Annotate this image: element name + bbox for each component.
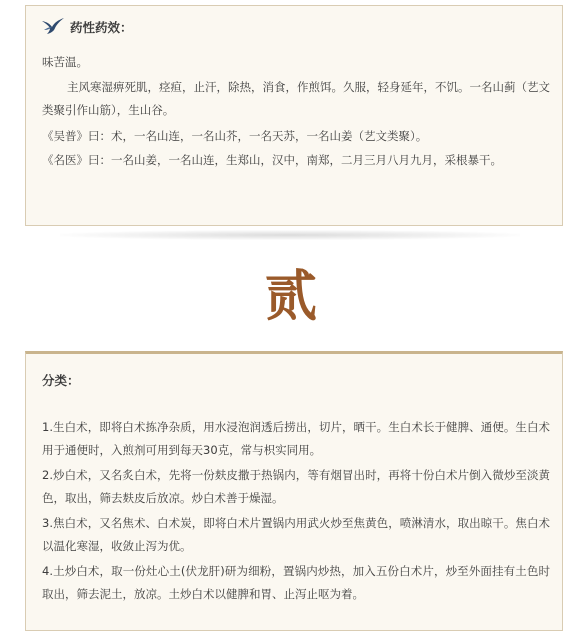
section-numeral: 贰 bbox=[264, 264, 317, 329]
classification-card bbox=[25, 351, 563, 631]
effects-line-mingyi: 《名医》曰：一名山姜，一名山连，生郑山，汉中，南郑，二月三月八月九月，采根暴干。 bbox=[42, 153, 502, 167]
classification-heading: 分类： bbox=[42, 373, 80, 388]
classification-item-raw: 1.生白术，即将白术拣净杂质，用水浸泡润透后捞出，切片，晒干。生白术长于健脾、通便。生白术用于通便时，入煎剂可用到每天30克，常与枳实同用。 bbox=[42, 420, 550, 457]
effects-heading: 药性药效： bbox=[70, 20, 133, 35]
classification-item-charred: 3.焦白术，又名焦术、白术炭，即将白术片置锅内用武火炒至焦黄色，喷淋清水，取出晾干。焦白术以温化寒湿，收敛止泻为优。 bbox=[42, 516, 550, 553]
swallow-icon bbox=[41, 17, 65, 35]
effects-card bbox=[25, 5, 563, 226]
effects-line-indications: 主风寒湿痹死肌，痉疸，止汗，除热，消食，作煎饵。久服，轻身延年，不饥。一名山蓟（艺文类聚引作山筋），生山谷。 bbox=[42, 80, 550, 117]
classification-item-earth-fried: 4.土炒白术，取一份灶心土(伏龙肝)研为细粉，置锅内炒热，加入五份白术片，炒至外面挂有土色时取出，筛去泥土，放凉。土炒白术以健脾和胃、止泻止呕为着。 bbox=[42, 564, 550, 601]
effects-line-wupu: 《吴普》曰：术，一名山连，一名山芥，一名天苏，一名山姜（艺文类聚）。 bbox=[42, 129, 428, 143]
effects-line-taste: 味苦温。 bbox=[42, 55, 88, 69]
section-shadow-divider bbox=[60, 230, 520, 240]
classification-item-fried: 2.炒白术，又名炙白术，先将一份麸皮撒于热锅内，等有烟冒出时，再将十份白术片倒入微炒至淡黄色，取出，筛去麸皮后放凉。炒白术善于燥湿。 bbox=[42, 468, 550, 505]
